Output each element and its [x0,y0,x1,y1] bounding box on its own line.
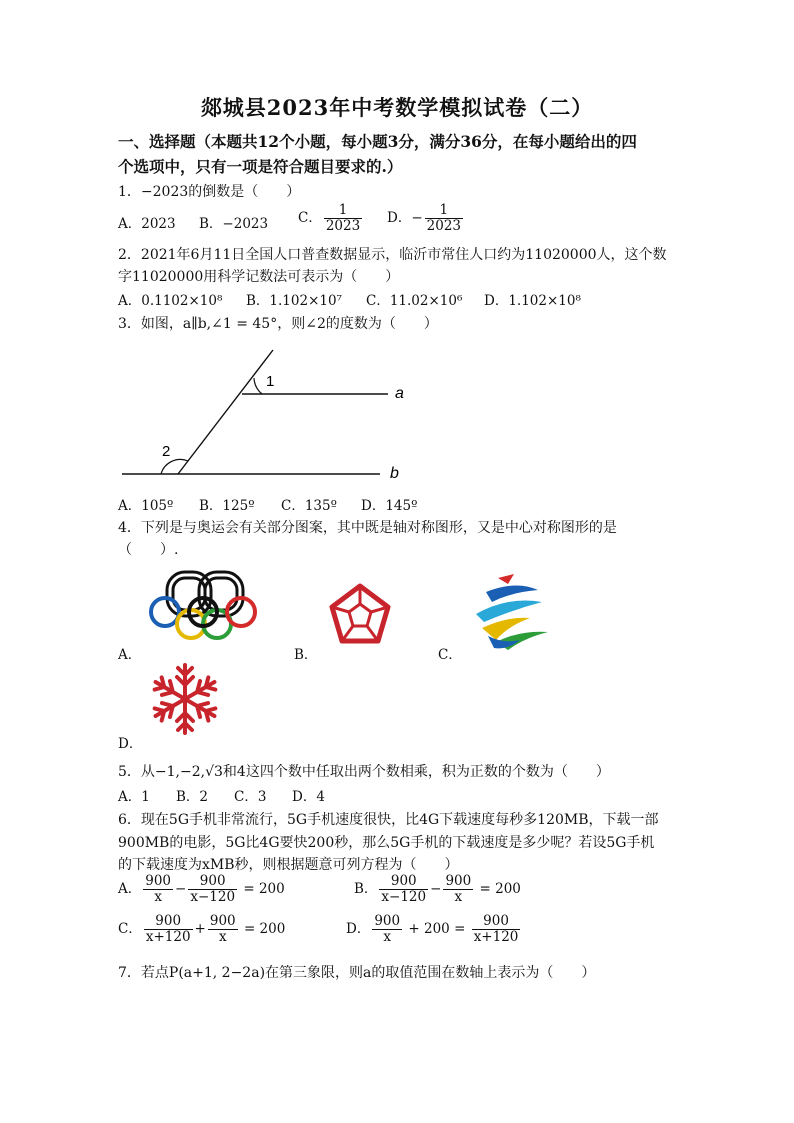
q1-d-den: 2023 [426,218,461,234]
q3-option-c: C．135º [281,498,337,514]
frac-den: x [383,929,392,945]
q1-c-prefix: C． [298,210,322,226]
q6-b-prefix: B． [354,881,378,897]
q6-d-prefix: D． [346,921,371,937]
frac-den: x [454,889,463,905]
q5-option-d: D．4 [292,789,325,805]
q1-option-b: B．−2023 [199,216,269,232]
line-a-label: a [395,385,404,402]
q2-stem-line1: 2．2021年6月11日全国人口普查数据显示，临沂市常住人口约为11020000人，这个数 [118,247,667,263]
q1-c-den: 2023 [325,218,361,234]
page-title: 郯城县2023年中考数学模拟试卷（二） [200,95,594,120]
frac-den: x [154,889,162,905]
q6-option-c [118,914,285,945]
frac-num: 900 [145,873,172,889]
op: − [430,881,442,897]
red-pentagon-emblem-image [322,578,398,650]
q6-option-b [354,874,521,905]
q1-option-c [298,203,364,234]
frac-num: 900 [379,874,428,890]
q6-a-frac2 [188,874,237,905]
mid: + 200 = [408,921,466,937]
q3-stem: 3．如图，a∥b,∠1 = 45°，则∠2的度数为（ ） [118,316,438,332]
q4-stem-line2: （ ）. [118,542,179,558]
q6-d-frac1 [372,914,402,945]
rhs: = 200 [243,921,286,937]
q2-option-b: B．1.102×10⁷ [246,293,342,309]
olympic-rings-emblem-image [145,568,260,648]
red-snowflake-emblem-image [146,660,224,738]
rhs: = 200 [479,881,521,897]
q1-d-num: 1 [425,203,463,219]
frac-den: x−120 [190,889,236,905]
q6-a-frac1 [143,874,173,905]
angle2-label: 2 [162,443,171,460]
op: + [194,921,206,937]
frac-den: x−120 [381,889,427,905]
q4-option-c: C． [438,647,462,663]
q4-option-a: A． [118,647,142,663]
q2-option-a: A．0.1102×10⁸ [118,293,223,309]
q5-option-c: C．3 [234,789,267,805]
q4-option-d: D． [118,736,143,752]
frac-den: x [218,929,227,945]
q2-stem-line2: 字11020000用科学记数法可表示为（ ） [118,269,400,285]
frac-num: 900 [472,914,521,930]
q3-option-a: A．105º [118,498,174,514]
rhs: = 200 [243,881,285,897]
frac-den: x+120 [145,929,191,945]
frac-num: 900 [374,913,401,929]
angle1-arc [254,378,262,394]
q4-option-b: B． [294,647,318,663]
q3-option-d: D．145º [361,498,418,514]
q3-option-b: B．125º [199,498,255,514]
section-header-line1: 一、选择题（本题共12个小题，每小题3分，满分36分，在每小题给出的四 [118,132,637,151]
q3-parallel-lines-figure [118,340,418,490]
frac-den: x+120 [473,929,519,945]
q5-option-a: A．1 [118,789,150,805]
q6-stem-line2: 900MB的电影，5G比4G要快200秒，那么5G手机的下载速度是多少呢？若设5G手机 [118,835,655,851]
q6-c-frac1 [144,914,193,945]
frac-num: 900 [144,914,193,930]
frac-num: 900 [188,874,237,890]
q6-option-d [346,914,522,945]
q1-option-d [387,203,465,234]
frac-num: 900 [209,913,236,929]
q2-option-c: C．11.02×10⁶ [366,293,463,309]
q7-stem: 7．若点P(a+1, 2−2a)在第三象限，则a的取值范围在数轴上表示为（ ） [118,965,596,981]
q6-b-frac1 [379,874,428,905]
q6-b-frac2 [443,874,473,905]
q6-stem-line1: 6．现在5G手机非常流行，5G手机速度很快，比4G下载速度每秒多120MB，下载一部 [118,812,659,828]
q1-c-num: 1 [324,203,362,219]
q6-d-frac2 [472,914,521,945]
q1-option-a: A．2023 [118,216,176,232]
q1-stem: 1．−2023的倒数是（ ） [118,184,301,200]
q6-c-frac2 [208,914,238,945]
q6-c-prefix: C． [118,921,142,937]
q1-d-fraction [425,203,463,234]
q1-c-fraction [324,203,362,234]
q5-stem: 5．从−1,−2,√3和4这四个数中任取出两个数相乘，积为正数的个数为（ ） [118,764,610,780]
op: − [175,881,187,897]
line-b-label: b [390,465,399,482]
q6-a-prefix: A． [118,881,142,897]
frac-num: 900 [445,873,472,889]
section-header-line2: 个选项中，只有一项是符合题目要求的.） [118,157,403,176]
q6-stem-line3: 的下载速度为xMB秒，则根据题意可列方程为（ ） [118,857,459,873]
transversal-line [178,350,273,474]
q6-option-a [118,874,285,905]
angle1-label: 1 [266,373,275,390]
q4-stem-line1: 4．下列是与奥运会有关部分图案，其中既是轴对称图形，又是中心对称图形的是 [118,520,617,536]
winter-games-ribbon-emblem-image [468,570,554,654]
q2-option-d: D．1.102×10⁸ [484,293,581,309]
q5-option-b: B．2 [176,789,209,805]
q1-d-prefix: D．− [387,210,423,226]
